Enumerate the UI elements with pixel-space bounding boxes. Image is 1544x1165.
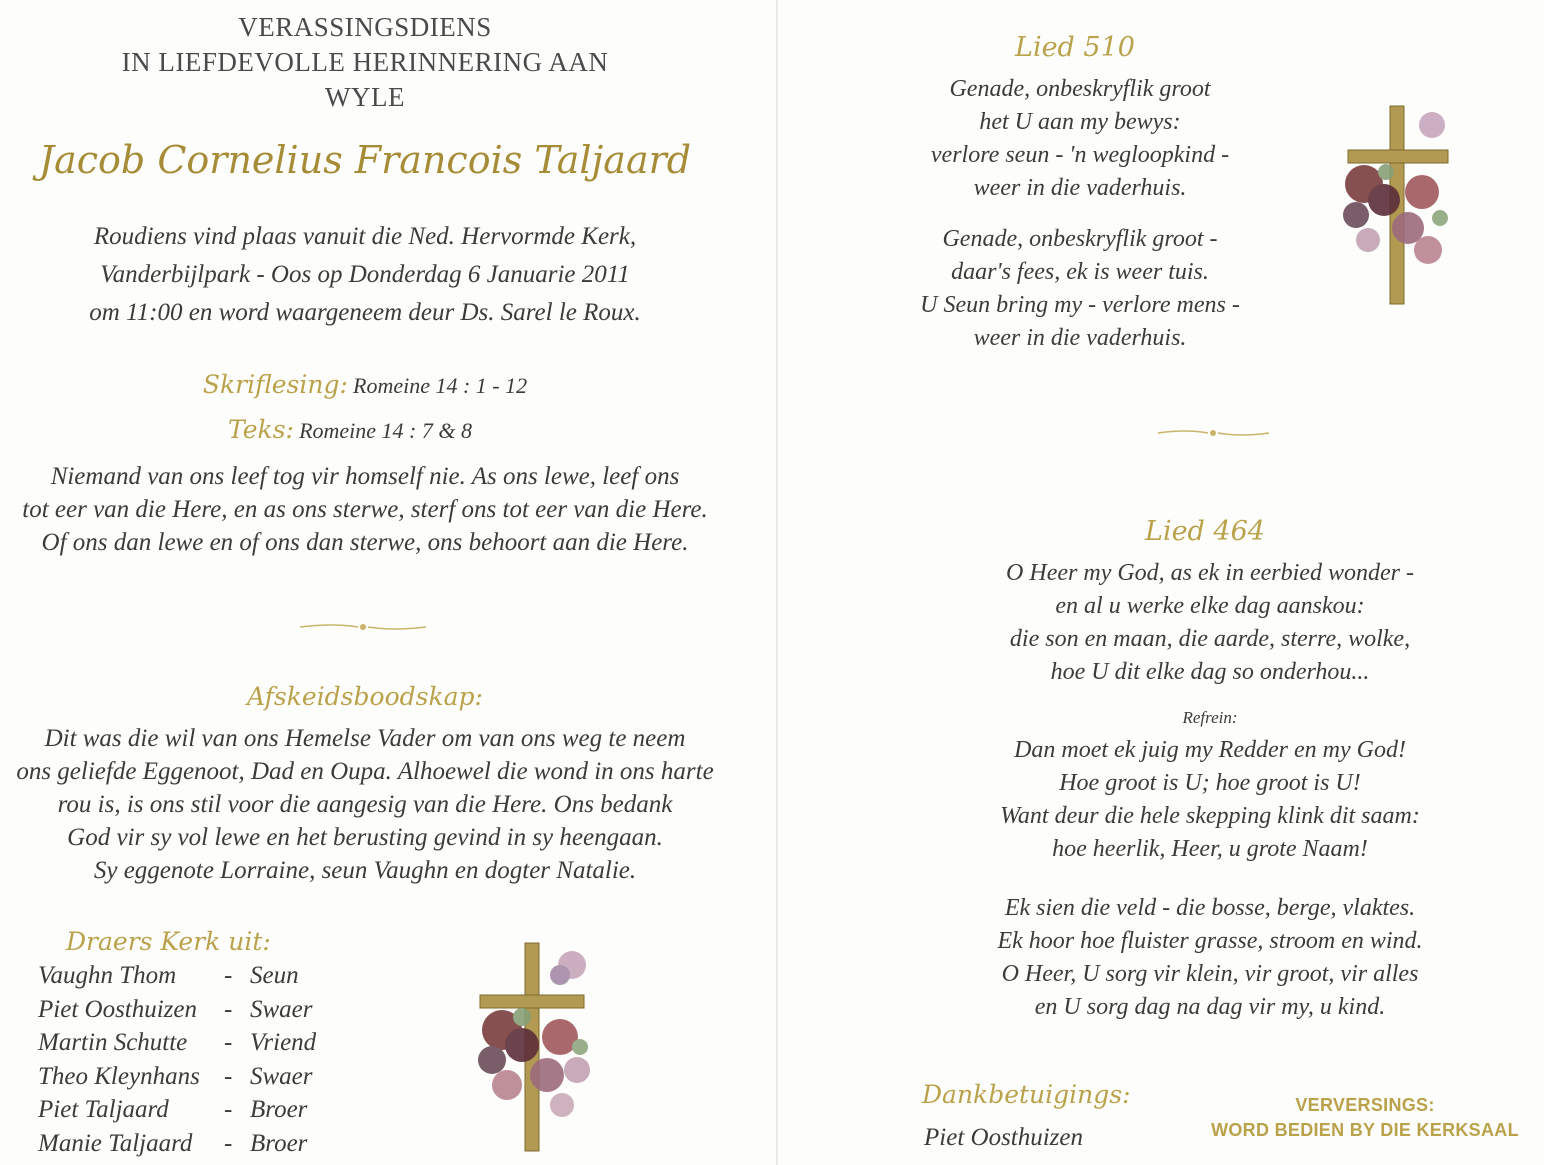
service-line: Vanderbijlpark - Oos op Donderdag 6 Januarie 2011	[100, 261, 630, 288]
hymn-line: Want deur die hele skepping klink dit saam:	[1000, 803, 1420, 829]
bearer-name: Martin Schutte	[38, 1029, 188, 1056]
bearer-relation: Seun	[250, 962, 299, 989]
service-line: om 11:00 en word waargeneem deur Ds. Sarel le Roux.	[89, 299, 641, 326]
hymn1-stanza2	[860, 223, 1300, 355]
text-value: Romeine 14 : 7 & 8	[299, 418, 472, 443]
page-fold	[776, 0, 778, 1165]
bearer-dash: -	[224, 1062, 233, 1090]
bearer-dash: -	[224, 1029, 233, 1056]
text-line	[0, 415, 700, 444]
bearer-row	[38, 1130, 338, 1164]
hymn-line: hoe heerlik, Heer, u grote Naam!	[1052, 836, 1368, 862]
ornament-divider	[1156, 428, 1271, 438]
bearer-dash: -	[224, 1096, 233, 1123]
hymn2-stanza2	[960, 892, 1460, 1024]
bearer-row	[38, 962, 338, 996]
hymn1-stanza1	[880, 73, 1280, 205]
hymn-line: Ek sien die veld - die bosse, berge, vlaktes.	[1004, 895, 1416, 921]
scripture-text	[0, 460, 730, 559]
farewell-line: ons geliefde Eggenoot, Dad en Oupa. Alhoewel die wond in ons harte	[16, 758, 714, 785]
hymn-line: en al u werke elke dag aanskou:	[1055, 593, 1365, 619]
hymn-line: die son en maan, die aarde, sterre, wolke,	[1009, 626, 1411, 652]
bearer-name: Theo Kleynhans	[38, 1062, 200, 1090]
bearers-heading: Draers Kerk uit:	[66, 927, 271, 956]
refreshments-line: VERVERSINGS:	[1295, 1095, 1435, 1115]
hymn-line: verlore seun - 'n wegloopkind -	[930, 142, 1230, 168]
ornament-divider	[298, 622, 428, 632]
bearer-relation: Vriend	[250, 1029, 317, 1056]
hymn-line: en U sorg dag na dag vir my, u kind.	[1034, 994, 1386, 1020]
bearer-row	[38, 1029, 338, 1063]
refreshments-line: WORD BEDIEN BY DIE KERKSAAL	[1211, 1120, 1519, 1140]
hymn-line: Genade, onbeskryflik groot -	[942, 226, 1218, 252]
refrain-label: Refrein:	[1182, 708, 1238, 727]
bearer-name: Manie Taljaard	[38, 1129, 193, 1157]
bearer-relation: Swaer	[250, 995, 313, 1023]
hymn-line: daar's fees, ek is weer tuis.	[951, 259, 1209, 285]
hymn-line: O Heer my God, as ek in eerbied wonder -	[1006, 560, 1414, 586]
hymn2-title: Lied 464	[1145, 516, 1265, 547]
deceased-name: Jacob Cornelius Francois Taljaard	[38, 138, 692, 182]
bearer-name: Piet Taljaard	[38, 1096, 169, 1123]
hymn-line: Hoe groot is U; hoe groot is U!	[1059, 770, 1361, 796]
farewell-line: rou is, is ons stil voor die aangesig van die Here. Ons bedank	[57, 791, 673, 818]
farewell-line: God vir sy vol lewe en het berusting gevind in sy heengaan.	[67, 824, 663, 851]
bearer-row	[38, 1096, 338, 1130]
bearer-dash: -	[224, 962, 233, 989]
bearer-relation: Broer	[250, 1129, 308, 1157]
title-block	[0, 10, 730, 115]
right-panel	[780, 0, 1544, 1165]
hymn-line: Dan moet ek juig my Redder en my God!	[1014, 737, 1406, 763]
farewell-heading: Afskeidsboodskap:	[247, 682, 483, 711]
title-line: VERASSINGSDIENS	[238, 12, 492, 42]
farewell-text	[0, 722, 730, 887]
reading-value: Romeine 14 : 1 - 12	[353, 373, 528, 398]
refrain	[960, 734, 1460, 866]
service-details	[0, 218, 730, 332]
thanks-heading: Dankbetuigings:	[922, 1080, 1131, 1109]
bearer-row	[38, 996, 338, 1030]
scripture-line: Niemand van ons leef tog vir homself nie. As ons lewe, leef ons	[50, 463, 680, 490]
bearers-list	[38, 962, 338, 1163]
bearer-dash: -	[224, 995, 233, 1023]
bearer-name: Piet Oosthuizen	[38, 995, 198, 1023]
scripture-line: tot eer van die Here, en as ons sterwe, sterf ons tot eer van die Here.	[22, 496, 708, 523]
cross-with-flowers-icon	[462, 935, 612, 1160]
bearer-name: Vaughn Thom	[38, 962, 177, 989]
refreshments-note	[1190, 1093, 1540, 1143]
service-line: Roudiens vind plaas vanuit die Ned. Hervormde Kerk,	[93, 223, 637, 250]
farewell-line: Sy eggenote Lorraine, seun Vaughn en dogter Natalie.	[93, 857, 637, 884]
hymn-line: Ek hoor hoe fluister grasse, stroom en wind.	[997, 928, 1423, 954]
title-line: IN LIEFDEVOLLE HERINNERING AAN	[121, 47, 609, 77]
hymn-line: weer in die vaderhuis.	[973, 175, 1187, 201]
hymn-line: U Seun bring my - verlore mens -	[920, 292, 1240, 318]
bearer-row	[38, 1063, 338, 1097]
hymn-line: Genade, onbeskryflik groot	[949, 76, 1211, 102]
title-line: WYLE	[325, 82, 405, 112]
hymn-line: het U aan my bewys:	[979, 109, 1181, 135]
hymn2-stanza1	[960, 557, 1460, 689]
text-label: Teks:	[228, 415, 294, 444]
thanks-name: Piet Oosthuizen	[924, 1124, 1084, 1151]
bearer-dash: -	[224, 1129, 233, 1157]
reading-label: Skriflesing:	[202, 370, 348, 399]
cross-with-flowers-icon	[1328, 100, 1473, 310]
hymn-line: weer in die vaderhuis.	[973, 325, 1187, 351]
reading-line	[0, 370, 730, 399]
hymn1-title: Lied 510	[1015, 32, 1135, 63]
bearer-relation: Broer	[250, 1096, 308, 1123]
hymn-line: hoe U dit elke dag so onderhou...	[1050, 659, 1370, 685]
scripture-line: Of ons dan lewe en of ons dan sterwe, ons behoort aan die Here.	[41, 529, 689, 556]
bearer-relation: Swaer	[250, 1062, 313, 1090]
farewell-line: Dit was die wil van ons Hemelse Vader om van ons weg te neem	[44, 725, 686, 752]
hymn-line: O Heer, U sorg vir klein, vir groot, vir alles	[1001, 961, 1419, 987]
